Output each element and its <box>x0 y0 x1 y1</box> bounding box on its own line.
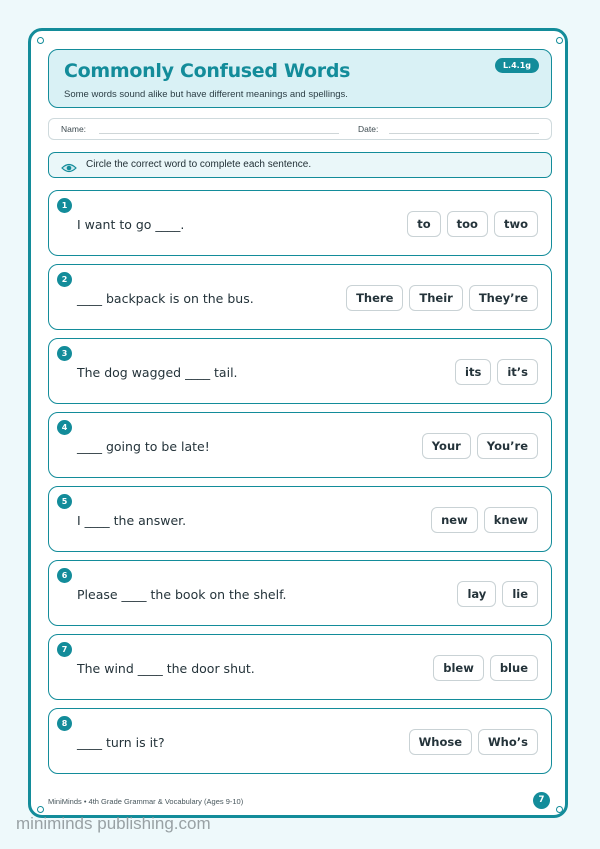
question-card <box>48 190 552 256</box>
question-sentence: ____ turn is it? <box>77 735 165 750</box>
question-number: 5 <box>57 494 72 509</box>
answer-options <box>409 729 538 755</box>
name-line[interactable] <box>99 133 339 134</box>
question-number: 3 <box>57 346 72 361</box>
answer-option-button[interactable]: There <box>346 285 403 311</box>
question-card <box>48 560 552 626</box>
date-label: Date: <box>358 124 379 134</box>
date-line[interactable] <box>389 133 539 134</box>
answer-option-button[interactable]: Your <box>422 433 471 459</box>
answer-option-button[interactable]: two <box>494 211 538 237</box>
answer-option-button[interactable]: it’s <box>497 359 538 385</box>
answer-options <box>457 581 538 607</box>
answer-option-button[interactable]: You’re <box>477 433 538 459</box>
answer-options <box>431 507 538 533</box>
answer-option-button[interactable]: Their <box>409 285 462 311</box>
instruction-box <box>48 152 552 178</box>
question-sentence: I ____ the answer. <box>77 513 187 528</box>
question-sentence: The dog wagged ____ tail. <box>77 365 238 380</box>
answer-option-button[interactable]: to <box>407 211 440 237</box>
corner-dot <box>556 37 563 44</box>
answer-option-button[interactable]: blew <box>433 655 484 681</box>
answer-options <box>407 211 538 237</box>
answer-option-button[interactable]: lay <box>457 581 496 607</box>
answer-option-button[interactable]: new <box>431 507 478 533</box>
answer-options <box>433 655 538 681</box>
question-card <box>48 708 552 774</box>
name-date-bar <box>48 118 552 140</box>
question-number: 1 <box>57 198 72 213</box>
corner-dot <box>37 37 44 44</box>
title-banner <box>48 49 552 108</box>
question-number: 7 <box>57 642 72 657</box>
question-card <box>48 486 552 552</box>
question-sentence: ____ backpack is on the bus. <box>77 291 254 306</box>
instruction-text: Circle the correct word to complete each sentence. <box>86 159 312 170</box>
question-card <box>48 412 552 478</box>
question-sentence: ____ going to be late! <box>77 439 210 454</box>
eye-icon <box>61 159 77 178</box>
corner-dot <box>37 806 44 813</box>
question-number: 2 <box>57 272 72 287</box>
answer-options <box>346 285 538 311</box>
question-number: 8 <box>57 716 72 731</box>
question-sentence: The wind ____ the door shut. <box>77 661 255 676</box>
answer-options <box>455 359 538 385</box>
answer-option-button[interactable]: knew <box>484 507 538 533</box>
answer-option-button[interactable]: Who’s <box>478 729 538 755</box>
question-card <box>48 264 552 330</box>
question-number: 6 <box>57 568 72 583</box>
watermark: miniminds publishing.com <box>16 814 211 833</box>
question-card <box>48 338 552 404</box>
question-card <box>48 634 552 700</box>
answer-options <box>422 433 538 459</box>
question-number: 4 <box>57 420 72 435</box>
corner-dot <box>556 806 563 813</box>
page-title: Commonly Confused Words <box>64 60 351 82</box>
answer-option-button[interactable]: its <box>455 359 491 385</box>
question-sentence: Please ____ the book on the shelf. <box>77 587 287 602</box>
page-number: 7 <box>533 792 550 809</box>
answer-option-button[interactable]: blue <box>490 655 538 681</box>
question-sentence: I want to go ____. <box>77 217 185 232</box>
answer-option-button[interactable]: They’re <box>469 285 538 311</box>
answer-option-button[interactable]: lie <box>502 581 538 607</box>
page-subtitle: Some words sound alike but have different meanings and spellings. <box>64 89 348 100</box>
name-label: Name: <box>61 124 87 134</box>
answer-option-button[interactable]: too <box>447 211 488 237</box>
footer-text: MiniMinds • 4th Grade Grammar & Vocabulary (Ages 9-10) <box>48 797 244 806</box>
standard-badge: L.4.1g <box>495 58 539 73</box>
answer-option-button[interactable]: Whose <box>409 729 472 755</box>
